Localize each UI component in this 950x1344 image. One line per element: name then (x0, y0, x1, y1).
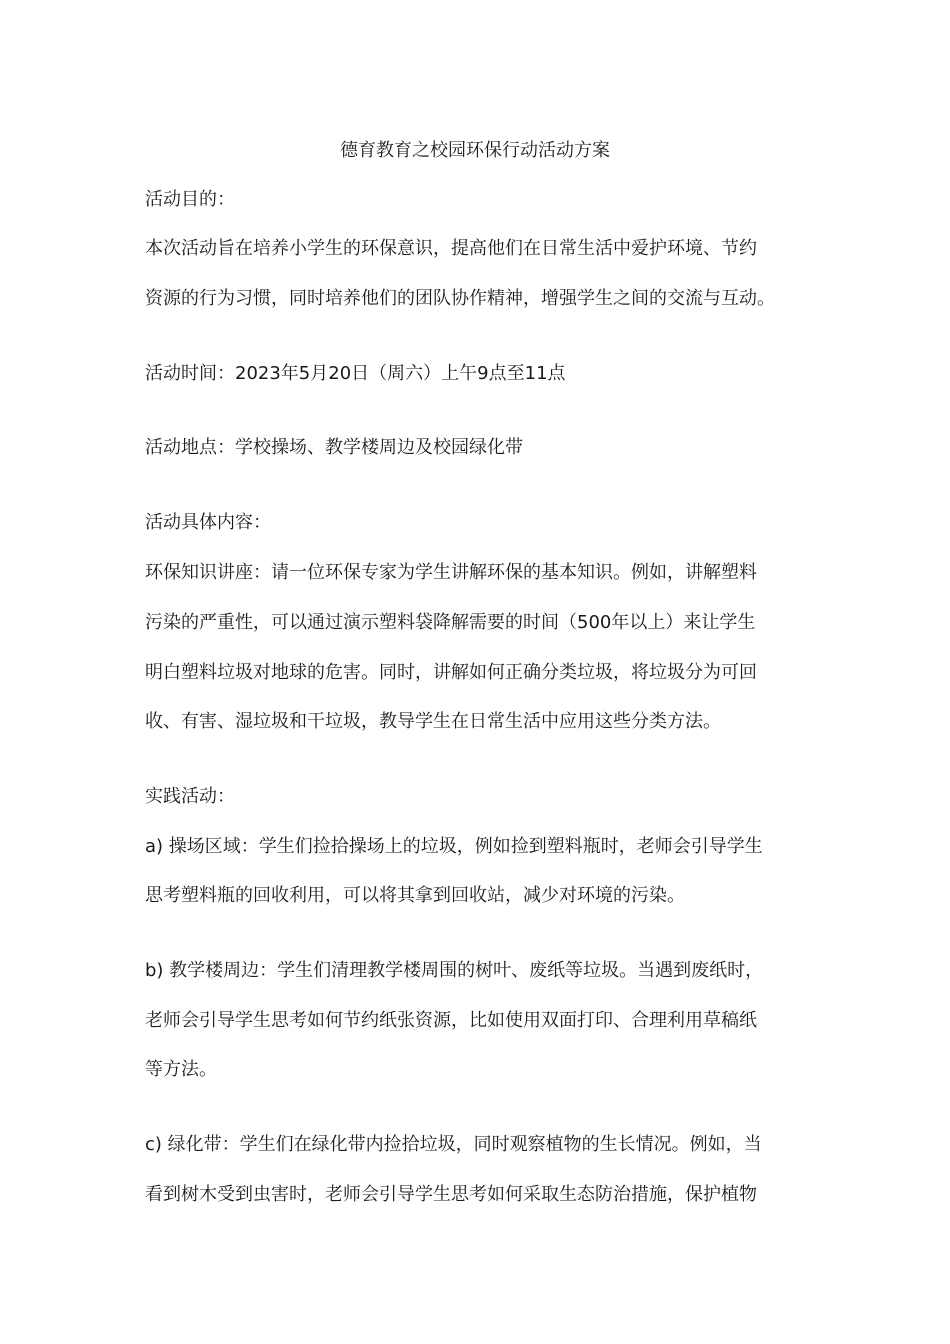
paragraph-line: 明白塑料垃圾对地球的危害。同时，讲解如何正确分类垃圾，将垃圾分为可回 (145, 662, 757, 683)
activity-location: 活动地点：学校操场、教学楼周边及校园绿化带 (145, 437, 523, 458)
section-heading-practice: 实践活动： (145, 786, 235, 807)
paragraph-line: 收、有害、湿垃圾和干垃圾，教导学生在日常生活中应用这些分类方法。 (145, 711, 721, 732)
paragraph-line: 污染的严重性，可以通过演示塑料袋降解需要的时间（500年以上）来让学生 (145, 612, 756, 633)
document-title: 德育教育之校园环保行动活动方案 (340, 140, 610, 161)
list-item-b-line: 等方法。 (145, 1059, 217, 1080)
paragraph-line: 环保知识讲座：请一位环保专家为学生讲解环保的基本知识。例如，讲解塑料 (145, 562, 757, 583)
list-item-c-line: 看到树木受到虫害时，老师会引导学生思考如何采取生态防治措施，保护植物 (145, 1184, 757, 1205)
list-item-a-line: 思考塑料瓶的回收利用，可以将其拿到回收站，减少对环境的污染。 (145, 885, 685, 906)
section-heading-content: 活动具体内容： (145, 512, 271, 533)
section-heading-purpose: 活动目的： (145, 189, 235, 210)
paragraph-line: 本次活动旨在培养小学生的环保意识，提高他们在日常生活中爱护环境、节约 (145, 238, 757, 259)
list-item-b-line: b) 教学楼周边：学生们清理教学楼周围的树叶、废纸等垃圾。当遇到废纸时， (145, 960, 764, 981)
paragraph-line: 资源的行为习惯，同时培养他们的团队协作精神，增强学生之间的交流与互动。 (145, 288, 775, 309)
list-item-c-line: c) 绿化带：学生们在绿化带内捡拾垃圾，同时观察植物的生长情况。例如，当 (145, 1134, 762, 1155)
activity-time: 活动时间：2023年5月20日（周六）上午9点至11点 (145, 363, 566, 384)
list-item-a-line: a) 操场区域：学生们捡拾操场上的垃圾，例如捡到塑料瓶时，老师会引导学生 (145, 836, 763, 857)
list-item-b-line: 老师会引导学生思考如何节约纸张资源，比如使用双面打印、合理利用草稿纸 (145, 1010, 757, 1031)
